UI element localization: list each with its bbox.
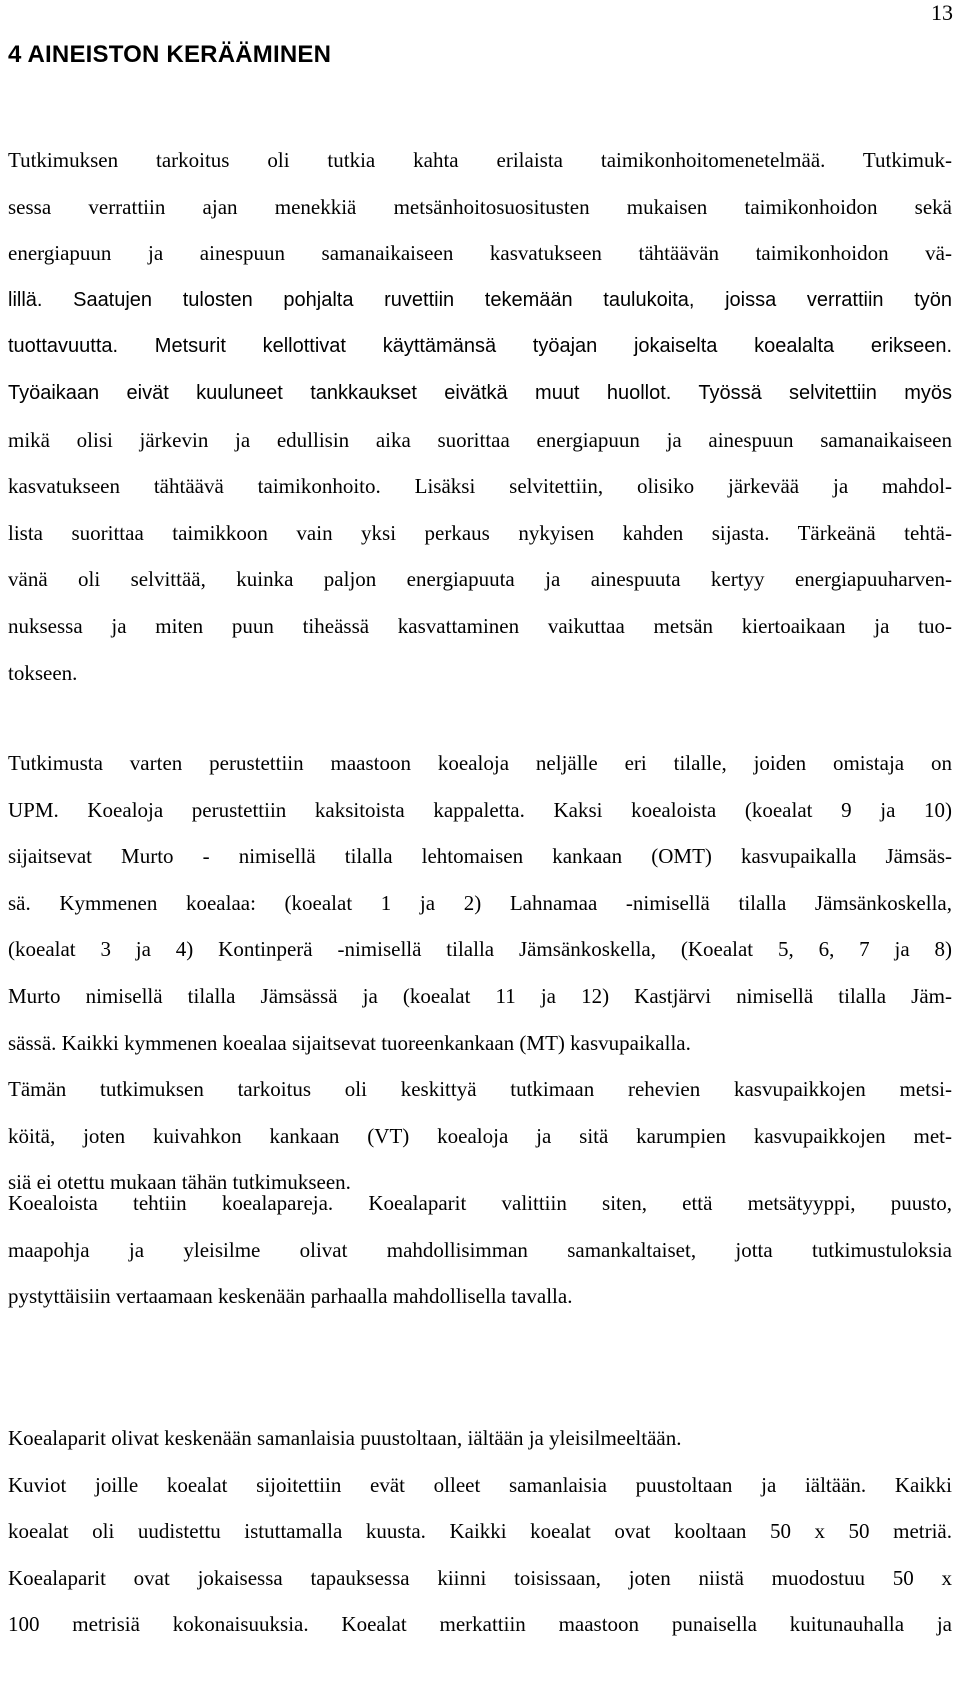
paragraph-plot-pair-details [8,1415,952,1648]
text-line: Koealoista tehtiin koealapareja. Koealaparit valittiin siten, että metsätyyppi, puusto, [8,1191,952,1215]
text-line: maapohja ja yleisilme olivat mahdollisimman samankaltaiset, jotta tutkimustuloksia [8,1237,952,1262]
text-line: Tutkimuksen tarkoitus oli tutkia kahta erilaista taimikonhoitomenetelmää. Tutkimuk- [8,148,952,172]
text-line: kasvatukseen tähtäävä taimikonhoito. Lisäksi selvitettiin, olisiko järkevää ja mahdol- [8,474,952,499]
text-line: energiapuun ja ainespuun samanaikaiseen kasvatukseen tähtäävän taimikonhoidon vä- [8,241,952,266]
text-line: Työaikaan eivät kuuluneet tankkaukset eivätkä muut huollot. Työssä selvitettiin myös [8,381,952,404]
text-line: tuottavuutta. Metsurit kellottivat käyttämänsä työajan jokaiselta koealalta erikseen. [8,335,952,358]
text-line: Koealaparit ovat jokaisessa tapauksessa kiinni toisissaan, joten niistä muodostuu 50 x [8,1565,952,1590]
text-line: pystyttäisiin vertaamaan keskenään parhaalla mahdollisella tavalla. [8,1284,573,1309]
text-line: Koealaparit olivat keskenään samanlaisia puustoltaan, iältään ja yleisilmeeltään. [8,1426,682,1450]
text-line: Kuviot joille koealat sijoitettiin evät olleet samanlaisia puustoltaan ja iältään. Kaikki [8,1472,952,1497]
text-line: koealat oli uudistettu istuttamalla kuusta. Kaikki koealat ovat kooltaan 50 x 50 metriä. [8,1519,952,1544]
text-line: lillä. Saatujen tulosten pohjalta ruvettiin tekemään taulukoita, joissa verrattiin työn [8,288,952,311]
paragraph-study-purpose [8,137,952,696]
text-line: sessa verrattiin ajan menekkiä metsänhoitosuositusten mukaisen taimikonhoidon sekä [8,194,952,219]
text-line: siä ei otettu mukaan tähän tutkimukseen. [8,1170,351,1195]
paragraph-sample-plots [8,740,952,1206]
text-line: vänä oli selvittää, kuinka paljon energiapuuta ja ainespuuta kertyy energiapuuharven- [8,567,952,592]
text-line: Tämän tutkimuksen tarkoitus oli keskittyä tutkimaan rehevien kasvupaikkojen metsi- [8,1077,952,1102]
text-line: UPM. Koealoja perustettiin kaksitoista kappaletta. Kaksi koealoista (koealat 9 ja 10) [8,797,952,822]
text-line: sässä. Kaikki kymmenen koealaa sijaitsevat tuoreenkankaan (MT) kasvupaikalla. [8,1030,691,1055]
text-line: lista suorittaa taimikkoon vain yksi perkaus nykyisen kahden sijasta. Tärkeänä tehtä- [8,520,952,545]
text-line: mikä olisi järkevin ja edullisin aika suorittaa energiapuun ja ainespuun samanaikaiseen [8,427,952,452]
text-line: Tutkimusta varten perustettiin maastoon koealoja neljälle eri tilalle, joiden omistaja on [8,751,952,775]
text-line: nuksessa ja miten puun tiheässä kasvattaminen vaikuttaa metsän kiertoaikaan ja tuo- [8,613,952,638]
page-number: 13 [931,0,953,25]
paragraph-plot-pairs [8,1180,952,1320]
text-line: köitä, joten kuivahkon kankaan (VT) koealoja ja sitä karumpien kasvupaikkojen met- [8,1123,952,1148]
text-line: sijaitsevat Murto - nimisellä tilalla lehtomaisen kankaan (OMT) kasvupaikalla Jämsäs- [8,844,952,869]
text-line: Murto nimisellä tilalla Jämsässä ja (koealat 11 ja 12) Kastjärvi nimisellä tilalla Jäm- [8,983,952,1008]
text-line: (koealat 3 ja 4) Kontinperä -nimisellä tilalla Jämsänkoskella, (Koealat 5, 6, 7 ja 8) [8,937,952,962]
section-heading: 4 AINEISTON KERÄÄMINEN [8,41,332,68]
text-line: sä. Kymmenen koealaa: (koealat 1 ja 2) Lahnamaa -nimisellä tilalla Jämsänkoskella, [8,890,952,915]
text-line: tokseen. [8,660,78,685]
text-line: 100 metrisiä kokonaisuuksia. Koealat merkattiin maastoon punaisella kuitunauhalla ja [8,1612,952,1637]
